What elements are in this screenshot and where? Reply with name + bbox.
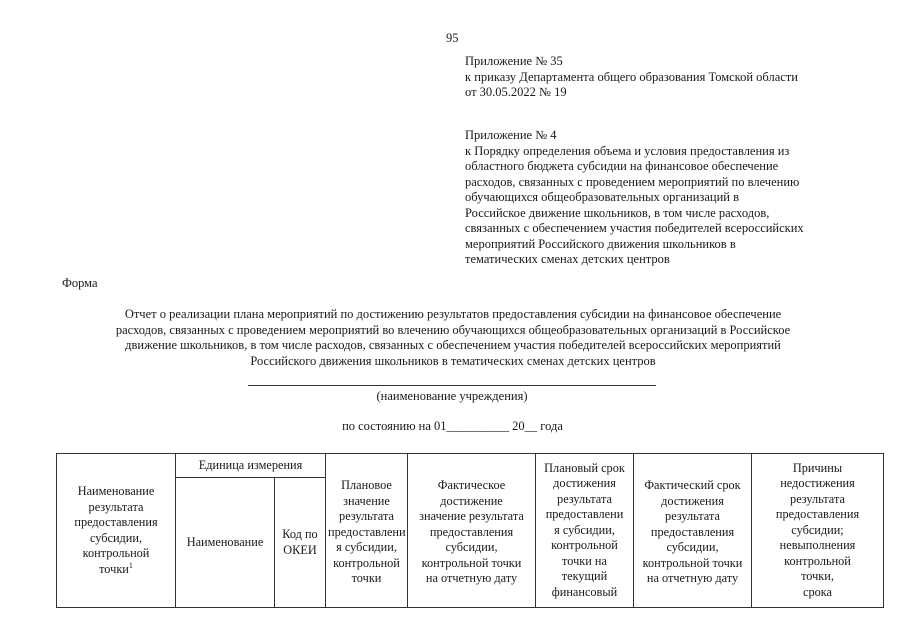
appendix-4-line: к Порядку определения объема и условия предоставления из [465,143,790,158]
header-reasons: Причины недостижения результата предоставления субсидии; невыполнения контрольной точки, срока [752,454,884,608]
form-label: Форма [62,276,98,290]
appendix-4-line: областного бюджета субсидии на финансовое обеспечение [465,159,779,173]
report-title-line: движение школьников, в том числе расходов, связанных с обеспечением участия победителей всероссийских мероприятий [125,338,781,352]
appendix-4-line: тематических сменах детских центров [465,252,670,266]
organization-name-underline [248,385,656,386]
appendix-4-line: Приложение № 4 [465,128,557,142]
footnote-marker: 1 [128,560,133,570]
appendix-35-line: Приложение № 35 [465,54,563,68]
appendix-35-block [465,54,798,101]
header-actual-achievement: Фактическое достижение значение результата предоставления субсидии, контрольной точки на отчетную дату [408,454,536,608]
report-title [40,307,866,369]
header-unit-group: Единица измерения [176,454,326,478]
header-actual-deadline: Фактический срок достижения результата предоставления субсидии, контрольной точки на отчетную дату [634,454,752,608]
header-result-name: Наименование результата предоставления субсидии, контрольной точки$^1$ [57,454,176,608]
header-planned-deadline: Плановый срок достижения результата предоставлени я субсидии, контрольной точки на текущий финансовый [536,454,634,608]
report-title-line: расходов, связанных с проведением мероприятий во влечению обучающихся общеобразовательных организаций в Российское [115,322,791,337]
as-of-date-line: по состоянию на 01__________ 20__ года [342,419,563,433]
organization-name-caption: (наименование учреждения) [376,389,528,403]
appendix-4-line: Российское движение школьников, в том числе расходов, [465,205,770,220]
header-planned-value: Плановое значение результата предоставлени я субсидии, контрольной точки [326,454,408,608]
report-title-line: Отчет о реализации плана мероприятий по достижению результатов предоставления субсидии на финансовое обеспечение [124,307,782,321]
appendix-4-line: обучающихся общеобразовательных организаций в [465,190,739,204]
page-number: 95 [446,31,459,45]
appendix-35-line: от 30.05.2022 № 19 [465,85,567,99]
report-table [56,453,884,608]
appendix-4-line: расходов, связанных с проведением мероприятий по влечению [465,174,800,189]
appendix-4-line: мероприятий Российского движения школьников в [465,236,736,251]
header-unit-okei: Код по ОКЕИ [275,478,326,608]
appendix-4-line: связанных с обеспечением участия победителей всероссийских [465,221,804,235]
report-title-line: Российского движения школьников в тематических сменах детских центров [250,353,656,368]
header-unit-name: Наименование [176,478,275,608]
appendix-35-line: к приказу Департамента общего образования Томской области [465,69,798,84]
appendix-4-block [465,128,804,268]
